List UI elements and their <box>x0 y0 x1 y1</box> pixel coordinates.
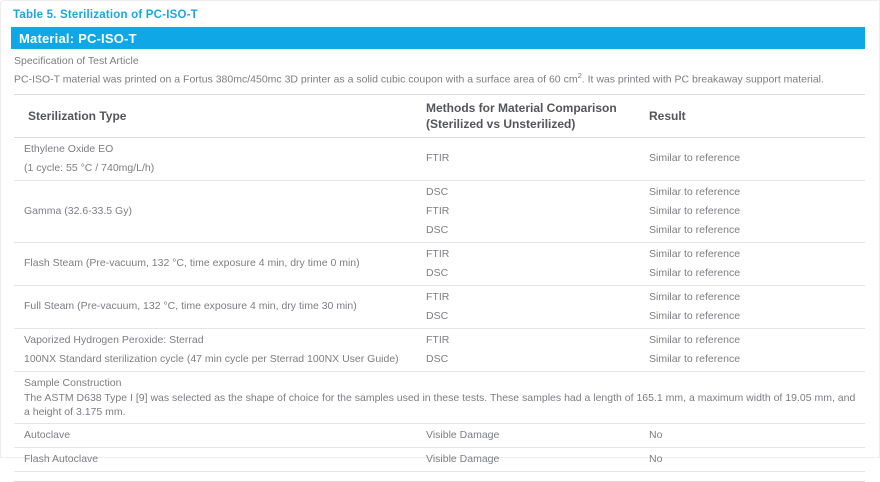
methods-cell <box>426 183 649 240</box>
methods-cell <box>426 245 649 283</box>
result-value: Similar to reference <box>649 309 741 322</box>
method-value: DSC <box>426 266 449 279</box>
result-cell <box>649 450 865 469</box>
sterilization-type-line: (1 cycle: 55 °C / 740mg/L/h) <box>24 161 155 174</box>
sterilization-type-line: Full Steam (Pre-vacuum, 132 °C, time exposure 4 min, dry time 30 min) <box>24 300 357 312</box>
specification-description <box>14 68 865 88</box>
table-row <box>14 243 865 286</box>
sample-construction-row <box>14 372 865 424</box>
sterilization-type-cell <box>14 202 426 221</box>
method-value: DSC <box>426 185 449 198</box>
sterilization-type-cell <box>14 254 426 273</box>
sample-construction-heading: Sample Construction <box>24 376 122 389</box>
result-value: Similar to reference <box>649 352 741 365</box>
sterilization-type-line: Flash Steam (Pre-vacuum, 132 °C, time exposure 4 min, dry time 0 min) <box>24 257 360 269</box>
material-header-bar <box>11 27 865 49</box>
header-methods-line2: (Sterilized vs Unsterilized) <box>426 116 576 131</box>
sterilization-type-cell <box>14 450 426 469</box>
table-row <box>14 448 865 472</box>
table-row <box>14 286 865 329</box>
result-value: Similar to reference <box>649 333 741 346</box>
header-result: Result <box>649 108 686 123</box>
sterilization-type-line: Vaporized Hydrogen Peroxide: Sterrad <box>24 333 204 346</box>
header-sterilization-type-cell <box>14 108 426 124</box>
method-value: FTIR <box>426 247 450 260</box>
result-value: Similar to reference <box>649 290 741 303</box>
table-row <box>14 181 865 243</box>
result-value: Similar to reference <box>649 204 741 217</box>
result-cell <box>649 245 865 283</box>
result-value: Similar to reference <box>649 223 741 236</box>
sterilization-type-cell <box>14 331 426 369</box>
methods-cell <box>426 288 649 326</box>
header-methods-cell <box>426 100 649 132</box>
method-value: FTIR <box>426 152 450 164</box>
specification-heading: Specification of Test Article <box>14 55 139 67</box>
sterilization-type-line: Flash Autoclave <box>24 452 99 465</box>
table-row <box>14 138 865 181</box>
header-result-cell <box>649 108 865 124</box>
method-value: DSC <box>426 352 449 365</box>
result-value: No <box>649 452 663 465</box>
sterilization-type-line: Ethylene Oxide EO <box>24 142 114 155</box>
sample-construction-text: The ASTM D638 Type I [9] was selected as the shape of choice for the samples used in these tests. These samples had a length of 165.1 mm, a maximum width of 19.05 mm, and a height of 3.175 mm. <box>24 391 856 418</box>
table-caption: Table 5. Sterilization of PC-ISO-T <box>13 9 198 21</box>
result-cell <box>649 426 865 445</box>
result-value: Similar to reference <box>649 247 741 260</box>
result-value: Similar to reference <box>649 185 741 198</box>
methods-cell <box>426 331 649 369</box>
method-value: DSC <box>426 223 449 236</box>
sterilization-type-line: 100NX Standard sterilization cycle (47 min cycle per Sterrad 100NX User Guide) <box>24 352 399 365</box>
sterilization-table <box>14 95 865 472</box>
methods-cell <box>426 149 649 168</box>
sterilization-type-line: Autoclave <box>24 428 71 441</box>
specification-block <box>14 54 865 95</box>
result-value: Similar to reference <box>649 152 741 164</box>
sterilization-type-cell <box>14 426 426 445</box>
table-row <box>14 329 865 372</box>
sterilization-type-cell <box>14 140 426 178</box>
header-sterilization-type: Sterilization Type <box>28 108 127 123</box>
superscript-2: 2 <box>577 71 582 80</box>
method-value: Visible Damage <box>426 428 500 441</box>
material-header-label: Material: PC-ISO-T <box>19 30 137 46</box>
result-cell <box>649 183 865 240</box>
result-value: No <box>649 428 663 441</box>
result-cell <box>649 331 865 369</box>
result-value: Similar to reference <box>649 266 741 279</box>
method-value: DSC <box>426 309 449 322</box>
table-header-row <box>14 95 865 138</box>
table-bottom-rule <box>14 481 865 482</box>
method-value: FTIR <box>426 333 450 346</box>
result-cell <box>649 149 865 168</box>
specification-description-text-cont: . It was printed with PC breakaway support material. <box>581 73 824 86</box>
method-value: Visible Damage <box>426 452 500 465</box>
methods-cell <box>426 426 649 445</box>
table-row <box>14 424 865 448</box>
method-value: FTIR <box>426 290 450 303</box>
methods-cell <box>426 450 649 469</box>
result-cell <box>649 288 865 326</box>
method-value: FTIR <box>426 204 450 217</box>
sterilization-type-cell <box>14 297 426 316</box>
specification-description-text: PC-ISO-T material was printed on a Fortus 380mc/450mc 3D printer as a solid cubic coupon with a surface area of 60 cm <box>14 73 578 86</box>
header-methods-line1: Methods for Material Comparison <box>426 100 617 115</box>
sterilization-type-line: Gamma (32.6-33.5 Gy) <box>24 204 132 217</box>
